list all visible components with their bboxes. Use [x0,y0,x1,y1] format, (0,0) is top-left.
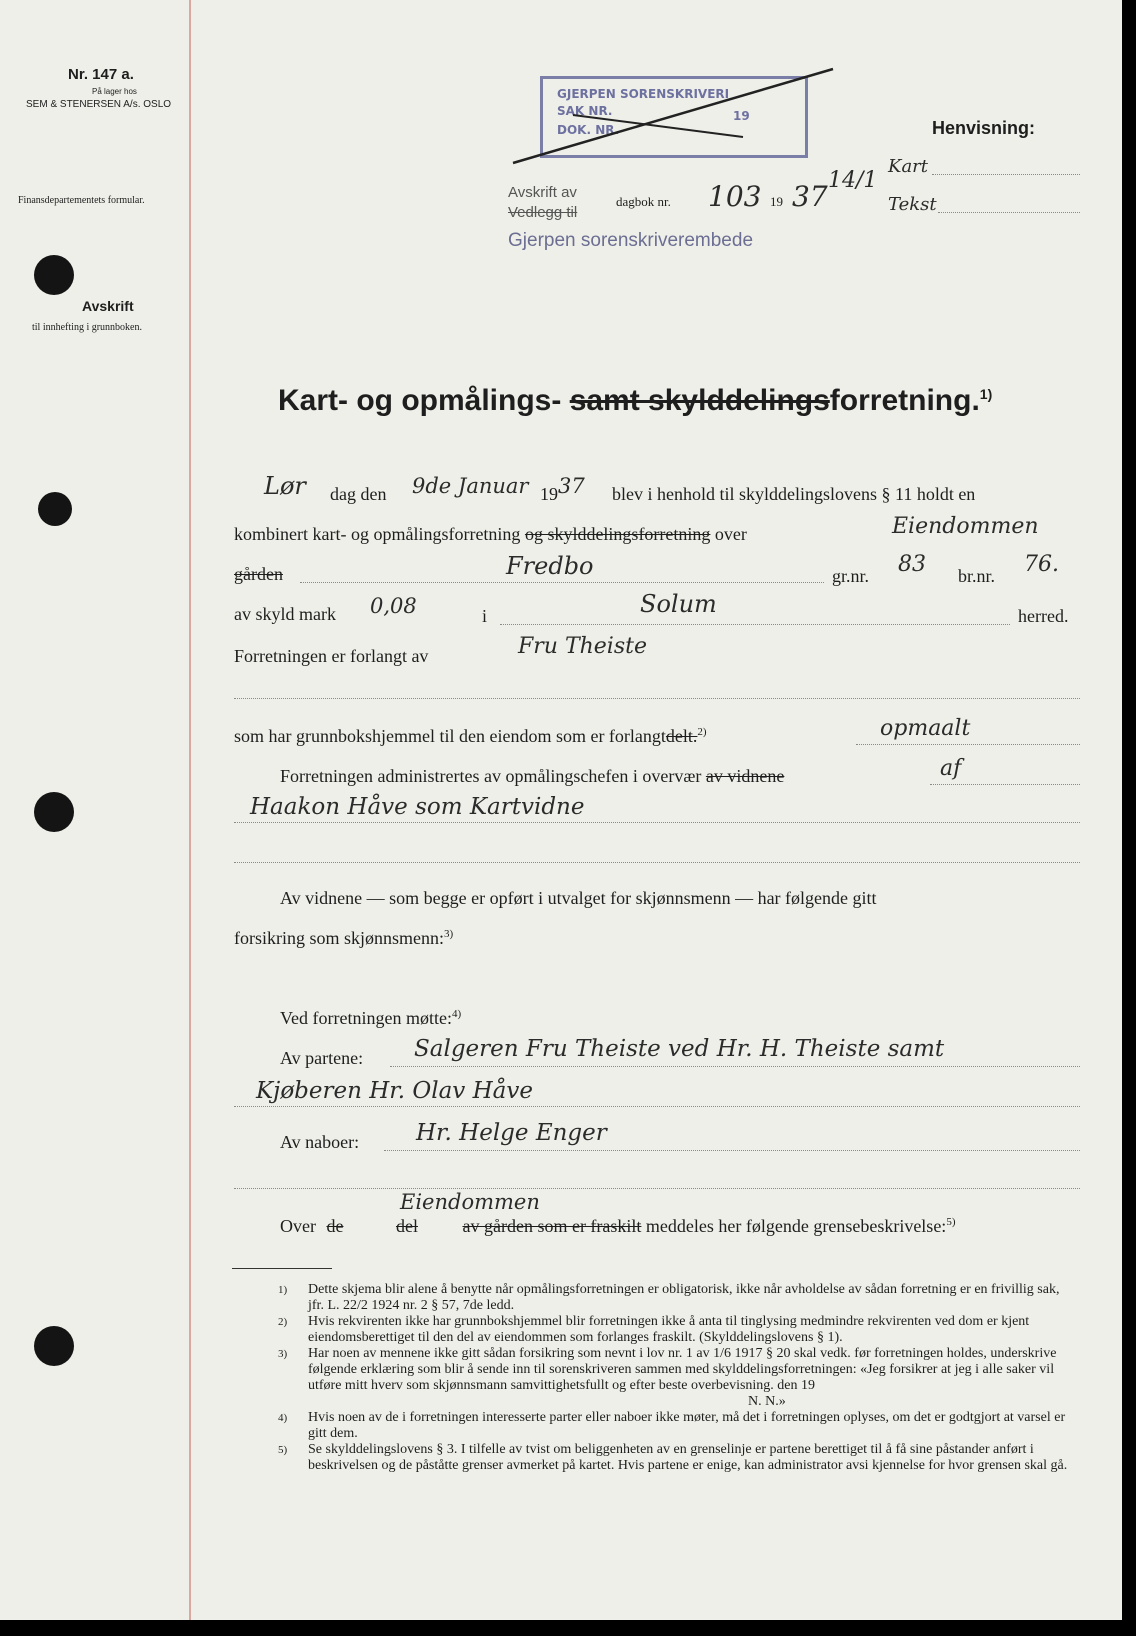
form-number: Nr. 147 a. [68,66,134,83]
forlangt-label: Forretningen er forlangt av [234,646,429,666]
dag-den-label: dag den [330,484,387,504]
garden-line [300,582,824,583]
margin-rule [189,0,191,1620]
skyld-label: av skyld mark [234,604,336,624]
admin-hand: af [940,756,962,781]
office-stamp: Gjerpen sorenskriverembede [508,230,754,251]
motte-text: Ved forretningen møtte: [280,1008,452,1028]
skyld-value: 0,08 [370,594,417,618]
footnote-rule [232,1268,332,1269]
over-word: Over [280,1216,316,1236]
vidnene-line-2 [234,928,453,949]
punch-hole [38,492,72,526]
admin-hand-2: Haakon Håve som Kartvidne [250,794,585,820]
year-prefix: 19 [770,194,783,209]
garden-hand: Fredbo [506,552,594,580]
brnr-value: 76. [1024,552,1059,577]
footnote-4: 4) Hvis noen av de i forretningen interesserte parter eller naboer ikke møter, må det i forretningen oplyses, om det er godtgjort at varsel er gitt dem. [278,1410,1066,1441]
dagbok-number: 103 [708,180,762,213]
over-footnote: 5) [946,1216,956,1228]
over-rest: meddeles her følgende grensebeskrivelse: [645,1216,947,1236]
court-stamp [540,76,808,158]
page-title [278,384,992,418]
formular-label: Finansdepartementets formular. [18,195,145,206]
grunnbok-strike: delt. [665,726,698,746]
grunnbok-hand: opmaalt [880,716,971,741]
body-year-prefix: 19 [540,484,558,504]
stamp-line-1: GJERPEN SORENSKRIVERI [557,87,730,101]
year-hand: 37 [792,180,828,213]
punch-hole [34,255,74,295]
partene-label: Av partene: [280,1048,364,1068]
title-part3: forretning. [829,384,980,417]
naboer-label: Av naboer: [280,1132,360,1152]
footnote-5: 5) Se skylddelingslovens § 3. I tilfelle av tvist om beliggenheten av en grenselinje er partene berettiget til å få sine påstander anført i beskrivelsen og de påståtte grenser avmerket på kartet. Hvis partene er enige, kan administrator avsi kjennelse for hvor grensen skal gå. [278,1442,1068,1473]
motte-line [280,1008,461,1029]
naboer-line [384,1150,1080,1151]
partene-hand-2: Kjøberen Hr. Olav Håve [256,1078,533,1104]
herred-label: herred. [1018,606,1069,626]
vidnene-footnote: 3) [444,928,454,940]
kart-line [932,174,1080,175]
grunnbok-footnote: 2) [697,726,707,738]
admin-line-2 [234,822,1080,823]
publisher-line: På lager hos [92,87,137,96]
grense-line [280,1216,955,1237]
over-label: over [714,524,747,544]
brnr-label: br.nr. [958,566,996,586]
avskrift-label: Avskrift [82,298,134,314]
over-strike-3: av gården som er fraskilt [462,1216,642,1236]
blank-line-3 [234,1188,1080,1189]
title-part2: samt skylddelings [569,384,830,417]
vedlegg-til: Vedlegg til [508,204,578,221]
day-hand: Lør [264,472,306,500]
partene-line [390,1066,1080,1067]
admin-line [280,766,784,787]
admin-dots [930,784,1080,785]
punch-hole [34,1326,74,1366]
over-hand-above: Eiendommen [400,1190,540,1214]
henvisning-kart: Kart [888,156,929,177]
body-year-hand: 37 [558,474,585,498]
footnote-1: 1) Dette skjema blir alene å benytte når opmålingsforretningen er obligatorisk, ikke når avholdelse av sådan forretning er en frivillig sak, jfr. L. 22/2 1924 nr. 2 § 57, 7de ledd. [278,1282,1060,1313]
admin-strike: av vidnene [705,766,785,786]
avskrift-sublabel: til innhefting i grunnboken. [32,322,142,333]
vidnene-line-1: Av vidnene — som begge er opført i utvalget for skjønnsmenn — har følgende gitt [280,888,877,908]
forlangt-hand: Fru Theiste [518,634,647,659]
grunnbok-line [234,726,707,747]
herred-hand: Solum [640,590,717,618]
dagbok-nr-label: dagbok nr. [616,194,671,209]
footnote-3-signature: N. N.» [748,1394,786,1409]
garden-label: gården [234,564,283,584]
naboer-hand: Hr. Helge Enger [416,1120,607,1146]
publisher-name: SEM & STENERSEN A/s. OSLO [26,99,172,110]
grunnbok-dots [856,744,1080,745]
punch-hole [34,792,74,832]
line1-rest: blev i henhold til skylddelingslovens § 11 holdt en [612,484,976,504]
stamp-line-3: DOK. NR. [557,123,620,137]
kombinert-strike: og skylddelingsforretning [524,524,711,544]
motte-footnote: 4) [451,1008,462,1020]
partene-hand: Salgeren Fru Theiste ved Hr. H. Theiste samt [414,1036,945,1062]
stamp-cross-out [503,67,843,167]
vidnene-text-2: forsikring som skjønnsmenn: [234,928,444,948]
footnote-2: 2) Hvis rekvirenten ikke har grunnbokshjemmel blir forretningen ikke å anta til tinglysing medmindre rekvirenten ved dom er kjent eiendomsberettiget til den del av eiendommen som forlanges fraskilt. (Skylddelingslovens § 1). [278,1314,1030,1345]
henvisning-tekst: Tekst [888,194,937,215]
over-strike-2: del [395,1216,418,1236]
blank-line [234,698,1080,699]
title-part1: Kart- og opmålings- [278,384,562,417]
date-hand: 14/1 [828,168,878,193]
henvisning-title: Henvisning: [932,118,1036,138]
avskrift-av: Avskrift av [508,184,577,201]
footnotes [278,1282,1074,1474]
stamp-line-2b: 19 [733,109,750,123]
blank-line-2 [234,862,1080,863]
over-strike-1: de [326,1216,344,1236]
grnr-value: 83 [898,552,926,577]
tekst-line [938,212,1080,213]
over-hand: Eiendommen [892,514,1039,539]
i-label: i [482,606,488,626]
date-written: 9de Januar [412,474,529,498]
herred-line [500,624,1010,625]
stamp-line-2: SAK NR. [557,104,613,118]
footnote-3: 3) Har noen av mennene ikke gitt sådan forsikring som nevnt i lov nr. 1 av 1/6 1917 § 20 skal vedk. før forretningen holdes, underskrive følgende erklæring som blir å sende inn til sorenskriveren sammen med skylddelingsforretningen: «Jeg forsikrer at jeg i alle saker vil utføre mitt hverv som skjønnsmann samvittighetsfullt og efter beste overbevisning. den 19 [278,1346,1057,1393]
partene-line-2 [234,1106,1080,1107]
kombinert-text: kombinert kart- og opmålingsforretning [234,524,521,544]
admin-text: Forretningen administrertes av opmålingschefen i overvær [280,766,702,786]
grunnbok-text: som har grunnbokshjemmel til den eiendom som er forlangt [234,726,666,746]
grnr-label: gr.nr. [832,566,870,586]
line2 [234,524,747,545]
title-footnote: 1) [979,386,993,402]
